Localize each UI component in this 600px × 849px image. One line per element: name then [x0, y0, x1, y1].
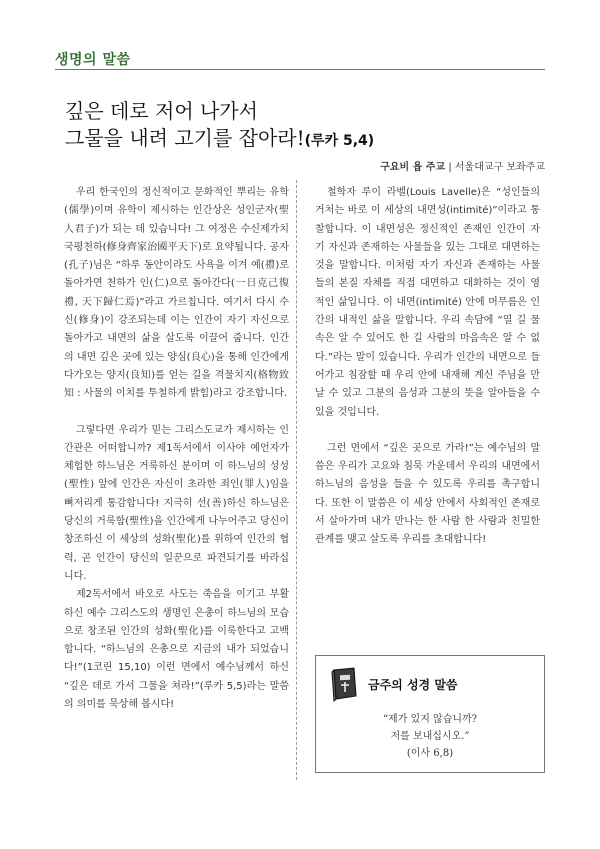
left-column [64, 184, 289, 714]
column-divider [296, 180, 297, 780]
paragraph: 제2독서에서 바오로 사도는 죽음을 이기고 부활하신 예수 그리스도의 생명인 은총이 하느님의 모습으로 창조된 인간의 성화(聖化)를 이룩한다고 고백합니다. “하느님의 은총으로 지금의 내가 되었습니다!”(1코린 15,10) 이런 면에서 예수님께서 하신 “깊은 데로 가서 그물을 쳐라!”(루카 5,5)라는 말씀의 의미를 묵상해 봅시다! [64, 589, 289, 711]
weekly-verse-box [315, 655, 545, 773]
paragraph: 우리 한국인의 정신적이고 문화적인 뿌리는 유학(儒學)이며 유학이 제시하는 인간상은 성인군자(聖人君子)가 되는 데 있습니다! 그 여정은 수신제가치국평천하(修身齊家治國平天下)로 요약됩니다. 공자(孔子)님은 “하루 동안이라도 사욕을 이겨 예(禮)로 돌아가면 천하가 인(仁)으로 돌아간다(一日克己復禮, 天下歸仁焉)”라고 가르칩니다. 여기서 다시 수신(修身)이 강조되는데 이는 인간이 자기 자신으로 돌아가고 내면의 삶을 살도록 이끌어 줍니다. 인간의 내면 깊은 곳에 있는 양심(良心)을 통해 인간에게 다가오는 양지(良知)를 얻는 길을 격물치지(格物致知 : 사물의 이치를 투철하게 밝힘)라고 강조합니다. [64, 187, 289, 400]
verse-line-2: 저를 보내십시오.” [390, 731, 470, 742]
author-separator: | [448, 162, 452, 173]
verse-reference: (이사 6,8) [406, 748, 454, 759]
author-byline [380, 158, 545, 173]
paragraph: 그런 면에서 “깊은 곳으로 가라!”는 예수님의 말씀은 우리가 고요와 침묵 가운데서 우리의 내면에서 하느님의 음성을 들을 수 있도록 우리를 촉구합니다. 또한 이 말씀은 이 세상 안에서 사회적인 존재로서 살아가며 내가 만나는 한 사람 한 사람과 친밀한 관계를 맺고 살도록 우리를 초대합니다! [315, 442, 540, 546]
right-column [315, 184, 540, 550]
verse-line-1: “제가 있지 않습니까? [382, 714, 478, 725]
title-line-2 [65, 125, 545, 155]
paragraph: 철학자 루이 라벨(Louis Lavelle)은 “성인들의 거처는 바로 이 세상의 내면성(intimité)”이라고 통찰합니다. 이 내면성은 정신적인 존재인 인간이 자기 자신과 존재하는 사물들을 있는 그대로 대면하는 것을 말합니다. 이처럼 자기 자신과 존재하는 사물들의 본질 자체를 직접 대면하고 대화하는 것이 영적인 삶입니다. 이 내면(intimité) 안에 머무름은 인간의 내적인 삶을 말합니다. 우리 속담에 “열 길 물속은 알 수 있어도 한 길 사람의 마음속은 알 수 없다.”라는 말이 있습니다. 우리가 인간의 내면으로 들어가고 침잠할 때 우리 안에 내재해 계신 주님을 만날 수 있고 그분의 음성과 그분의 뜻을 알아들을 수 있을 것입니다. [315, 187, 540, 418]
author-name: 구요비 욥 주교 [380, 162, 446, 173]
bible-icon [328, 666, 360, 702]
title-line-1: 깊은 데로 저어 나가서 [65, 99, 258, 123]
verse-text [316, 711, 544, 762]
title-line-2-text: 그물을 내려 고기를 잡아라! [65, 126, 305, 150]
author-position: 서울대교구 보좌주교 [454, 162, 545, 173]
header-divider [55, 69, 545, 70]
paragraph: 그렇다면 우리가 믿는 그리스도교가 제시하는 인간관은 어떠합니까? 제1독서에서 이사야 예언자가 체험한 하느님은 거룩하신 분이며 이 하느님의 성성(聖性) 앞에 인간은 자신이 초라한 죄인(罪人)임을 뼈저리게 통감합니다! 지극히 선(善)하신 하느님은 당신의 거룩함(聖性)을 인간에게 나누어주고 당신이 창조하신 이 세상의 성화(聖化)를 위하여 인간의 협력, 곧 인간이 당신의 일꾼으로 파견되기를 바라십니다. [64, 424, 289, 582]
article-title [65, 98, 545, 155]
section-label: 생명의 말씀 [55, 52, 131, 68]
title-reference: (루카 5,4) [304, 133, 375, 149]
verse-heading: 금주의 성경 말씀 [368, 678, 458, 692]
